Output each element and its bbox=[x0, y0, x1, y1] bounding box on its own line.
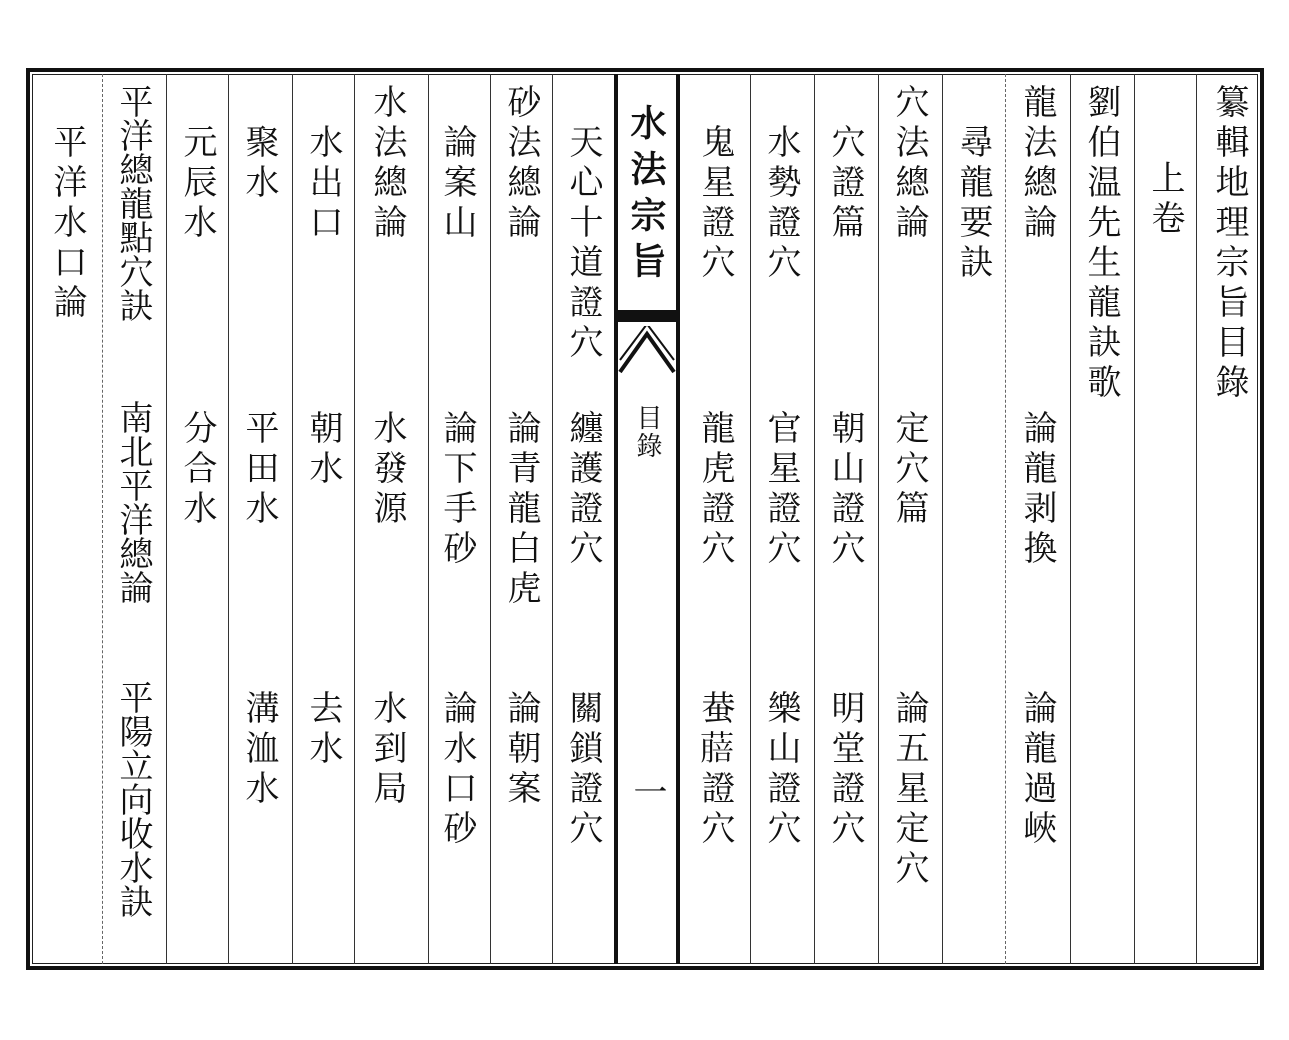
entry-top: 論案山 bbox=[437, 124, 477, 244]
entry-bottom: 水到局 bbox=[367, 690, 407, 810]
entry-mid: 南北平洋總論 bbox=[113, 400, 153, 604]
column-rule bbox=[750, 74, 751, 964]
entry-mid: 論龍剥換 bbox=[1017, 410, 1057, 570]
column-rule bbox=[292, 74, 293, 964]
spine-band bbox=[618, 310, 676, 322]
column-rule bbox=[1134, 74, 1135, 964]
column-rule bbox=[102, 74, 103, 964]
book-spine bbox=[614, 74, 680, 964]
entry-bottom: 論龍過峽 bbox=[1017, 690, 1057, 850]
entry-top: 平洋總龍點穴訣 bbox=[113, 84, 153, 322]
column-rule bbox=[1070, 74, 1071, 964]
column-rule bbox=[166, 74, 167, 964]
column-rule bbox=[814, 74, 815, 964]
entry-top: 龍法總論 bbox=[1017, 84, 1057, 244]
spine-chevron-icon bbox=[618, 326, 676, 376]
volume-label: 上卷 bbox=[1145, 160, 1185, 240]
entry-top: 水出口 bbox=[303, 124, 343, 244]
entry-mid: 論青龍白虎 bbox=[501, 410, 541, 610]
column-rule bbox=[228, 74, 229, 964]
entry-bottom: 論朝案 bbox=[501, 690, 541, 810]
entry-bottom: 蛬𦺎證穴 bbox=[695, 690, 735, 850]
page-number: 一 bbox=[627, 774, 667, 814]
entry-mid: 纏護證穴 bbox=[563, 410, 603, 570]
entry-mid: 論下手砂 bbox=[437, 410, 477, 570]
column-rule bbox=[878, 74, 879, 964]
entry-bottom: 溝洫水 bbox=[239, 690, 279, 810]
spine-title: 水法宗旨 bbox=[625, 104, 667, 288]
entry-top: 水勢證穴 bbox=[761, 124, 801, 284]
entry-bottom: 論水口砂 bbox=[437, 690, 477, 850]
entry-bottom: 去水 bbox=[303, 690, 343, 770]
column-rule bbox=[428, 74, 429, 964]
entry-mid: 龍虎證穴 bbox=[695, 410, 735, 570]
entry-top: 元辰水 bbox=[177, 124, 217, 244]
column-rule bbox=[552, 74, 553, 964]
entry-bottom: 論五星定穴 bbox=[889, 690, 929, 890]
entry-top: 尋龍要訣 bbox=[953, 124, 993, 284]
entry-bottom: 關鎖證穴 bbox=[563, 690, 603, 850]
entry-mid: 朝山證穴 bbox=[825, 410, 865, 570]
spine-label: 目錄 bbox=[632, 404, 662, 460]
column-rule bbox=[942, 74, 943, 964]
document-title: 纂輯地理宗旨目錄 bbox=[1209, 84, 1249, 404]
entry-bottom: 平陽立向收水訣 bbox=[113, 680, 153, 918]
entry-mid: 官星證穴 bbox=[761, 410, 801, 570]
entry-top: 聚水 bbox=[239, 124, 279, 204]
entry-top: 天心十道證穴 bbox=[563, 124, 603, 364]
entry-mid: 朝水 bbox=[303, 410, 343, 490]
entry-top: 水法總論 bbox=[367, 84, 407, 244]
entry-bottom: 明堂證穴 bbox=[825, 690, 865, 850]
column-rule bbox=[354, 74, 355, 964]
section-heading: 劉伯温先生龍訣歌 bbox=[1081, 84, 1121, 404]
entry-top: 穴法總論 bbox=[889, 84, 929, 244]
column-rule bbox=[1005, 74, 1006, 964]
entry-mid: 水發源 bbox=[367, 410, 407, 530]
entry-mid: 定穴篇 bbox=[889, 410, 929, 530]
column-rule bbox=[490, 74, 491, 964]
entry-top: 鬼星證穴 bbox=[695, 124, 735, 284]
entry-mid: 平田水 bbox=[239, 410, 279, 530]
entry-top: 平洋水口論 bbox=[47, 124, 87, 324]
entry-top: 砂法總論 bbox=[501, 84, 541, 244]
entry-mid: 分合水 bbox=[177, 410, 217, 530]
column-rule bbox=[1196, 74, 1197, 964]
entry-bottom: 樂山證穴 bbox=[761, 690, 801, 850]
entry-top: 穴證篇 bbox=[825, 124, 865, 244]
